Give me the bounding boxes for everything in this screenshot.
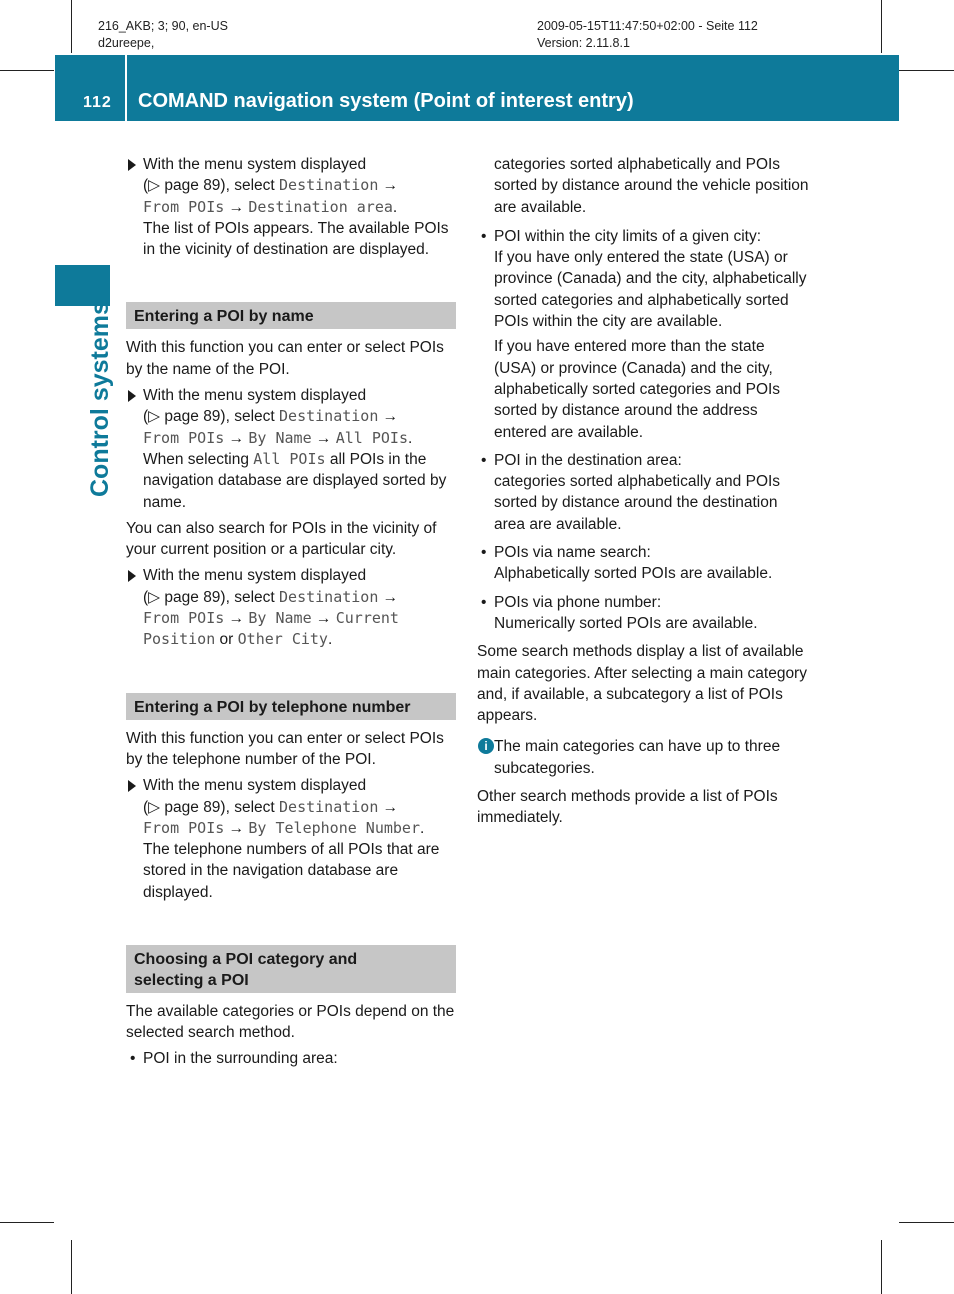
step-text: With the menu system displayed (▷ page 89), select Destination → From POIs → By Name → All POIs. <box>143 387 413 447</box>
step-result: The telephone numbers of all POIs that are stored in the navigation database are displayed. <box>143 841 440 901</box>
left-column <box>126 154 456 1069</box>
crop-mark <box>71 0 72 53</box>
section-intro: The available categories or POIs depend on the selected search method. <box>126 1003 455 1042</box>
step-text: With the menu system displayed (▷ page 89), select Destination → From POIs → Destination area. <box>143 156 399 216</box>
print-meta-left <box>98 18 228 52</box>
crop-mark <box>71 1240 72 1294</box>
page-title: COMAND navigation system (Point of interest entry) <box>138 90 634 112</box>
step-text: With the menu system displayed (▷ page 89), select Destination → From POIs → By Name → Current Position or Other City. <box>143 567 399 649</box>
instruction-step <box>126 385 456 513</box>
info-icon: i <box>478 738 494 754</box>
instruction-step <box>126 154 456 260</box>
bullet-dot: • <box>481 544 487 562</box>
crop-mark <box>881 1240 882 1294</box>
header-divider <box>125 55 127 121</box>
crop-mark <box>0 1222 54 1223</box>
bullet-item: • POIs via name search: Alphabetically sorted POIs are available. <box>481 544 773 583</box>
step-result: When selecting All POIs all POIs in the navigation database are displayed sorted by name. <box>143 449 447 511</box>
paragraph: Some search methods display a list of available main categories. After selecting a main category and, if available, a subcategory a list of POIs appears. <box>477 643 807 725</box>
meta-left-line1: 216_AKB; 3; 90, en-US <box>98 19 228 33</box>
meta-right-line1: 2009-05-15T11:47:50+02:00 - Seite 112 <box>537 19 758 33</box>
step-arrow-icon <box>128 780 136 792</box>
bullet-item: • POI in the surrounding area: <box>126 1048 456 1069</box>
bullet-continuation: categories sorted alphabetically and POIs sorted by distance around the vehicle position are available. <box>494 156 809 216</box>
bullet-item: • POIs via phone number: Numerically sorted POIs are available. <box>481 593 758 632</box>
page-number: 112 <box>83 94 112 111</box>
crop-mark <box>899 70 954 71</box>
step-arrow-icon <box>128 159 136 171</box>
bullet-dot: • <box>130 1049 136 1067</box>
section-intro: With this function you can enter or select POIs by the name of the POI. <box>126 339 444 378</box>
crop-mark <box>0 70 54 71</box>
bullet-item: • POI in the destination area: categories sorted alphabetically and POIs sorted by distance around the destination area are available. <box>481 451 781 533</box>
section-heading-poi-by-telephone: Entering a POI by telephone number <box>126 693 456 720</box>
bullet-dot: • <box>481 227 487 245</box>
right-column <box>477 154 810 829</box>
info-note: i The main categories can have up to three subcategories. <box>477 736 810 779</box>
bullet-item: • POI within the city limits of a given city: If you have only entered the state (USA) or province (Canada) and the city, alphabetically sorted categories and alphabetically sorted POIs within the city are available. If you have entered more than the state (USA) or province (Canada) and the city, alphabetically sorted categories and POIs sorted by distance around the address entered are available. <box>481 227 807 441</box>
section-heading-poi-category: Choosing a POI category and selecting a POI <box>126 945 456 993</box>
instruction-step <box>126 775 456 903</box>
meta-left-line2: d2ureepe, <box>98 36 155 50</box>
bullet-dot: • <box>481 451 487 469</box>
instruction-step <box>126 565 456 650</box>
section-heading-poi-by-name: Entering a POI by name <box>126 302 456 329</box>
paragraph: Other search methods provide a list of POIs immediately. <box>477 788 778 827</box>
meta-right-line2: Version: 2.11.8.1 <box>537 36 630 50</box>
paragraph: You can also search for POIs in the vicinity of your current position or a particular city. <box>126 519 437 559</box>
step-arrow-icon <box>128 570 136 582</box>
crop-mark <box>881 0 882 53</box>
section-intro: With this function you can enter or select POIs by the telephone number of the POI. <box>126 729 444 768</box>
step-text: With the menu system displayed (▷ page 89), select Destination → From POIs → By Telephone Number. <box>143 777 425 837</box>
crop-mark <box>899 1222 954 1223</box>
bullet-dot: • <box>481 593 487 611</box>
step-arrow-icon <box>128 390 136 402</box>
side-tab-label: Control systems <box>86 301 114 497</box>
step-result: The list of POIs appears. The available POIs in the vicinity of destination are displayed. <box>143 219 449 259</box>
print-meta-right <box>537 18 758 52</box>
side-tab-block <box>55 265 110 306</box>
